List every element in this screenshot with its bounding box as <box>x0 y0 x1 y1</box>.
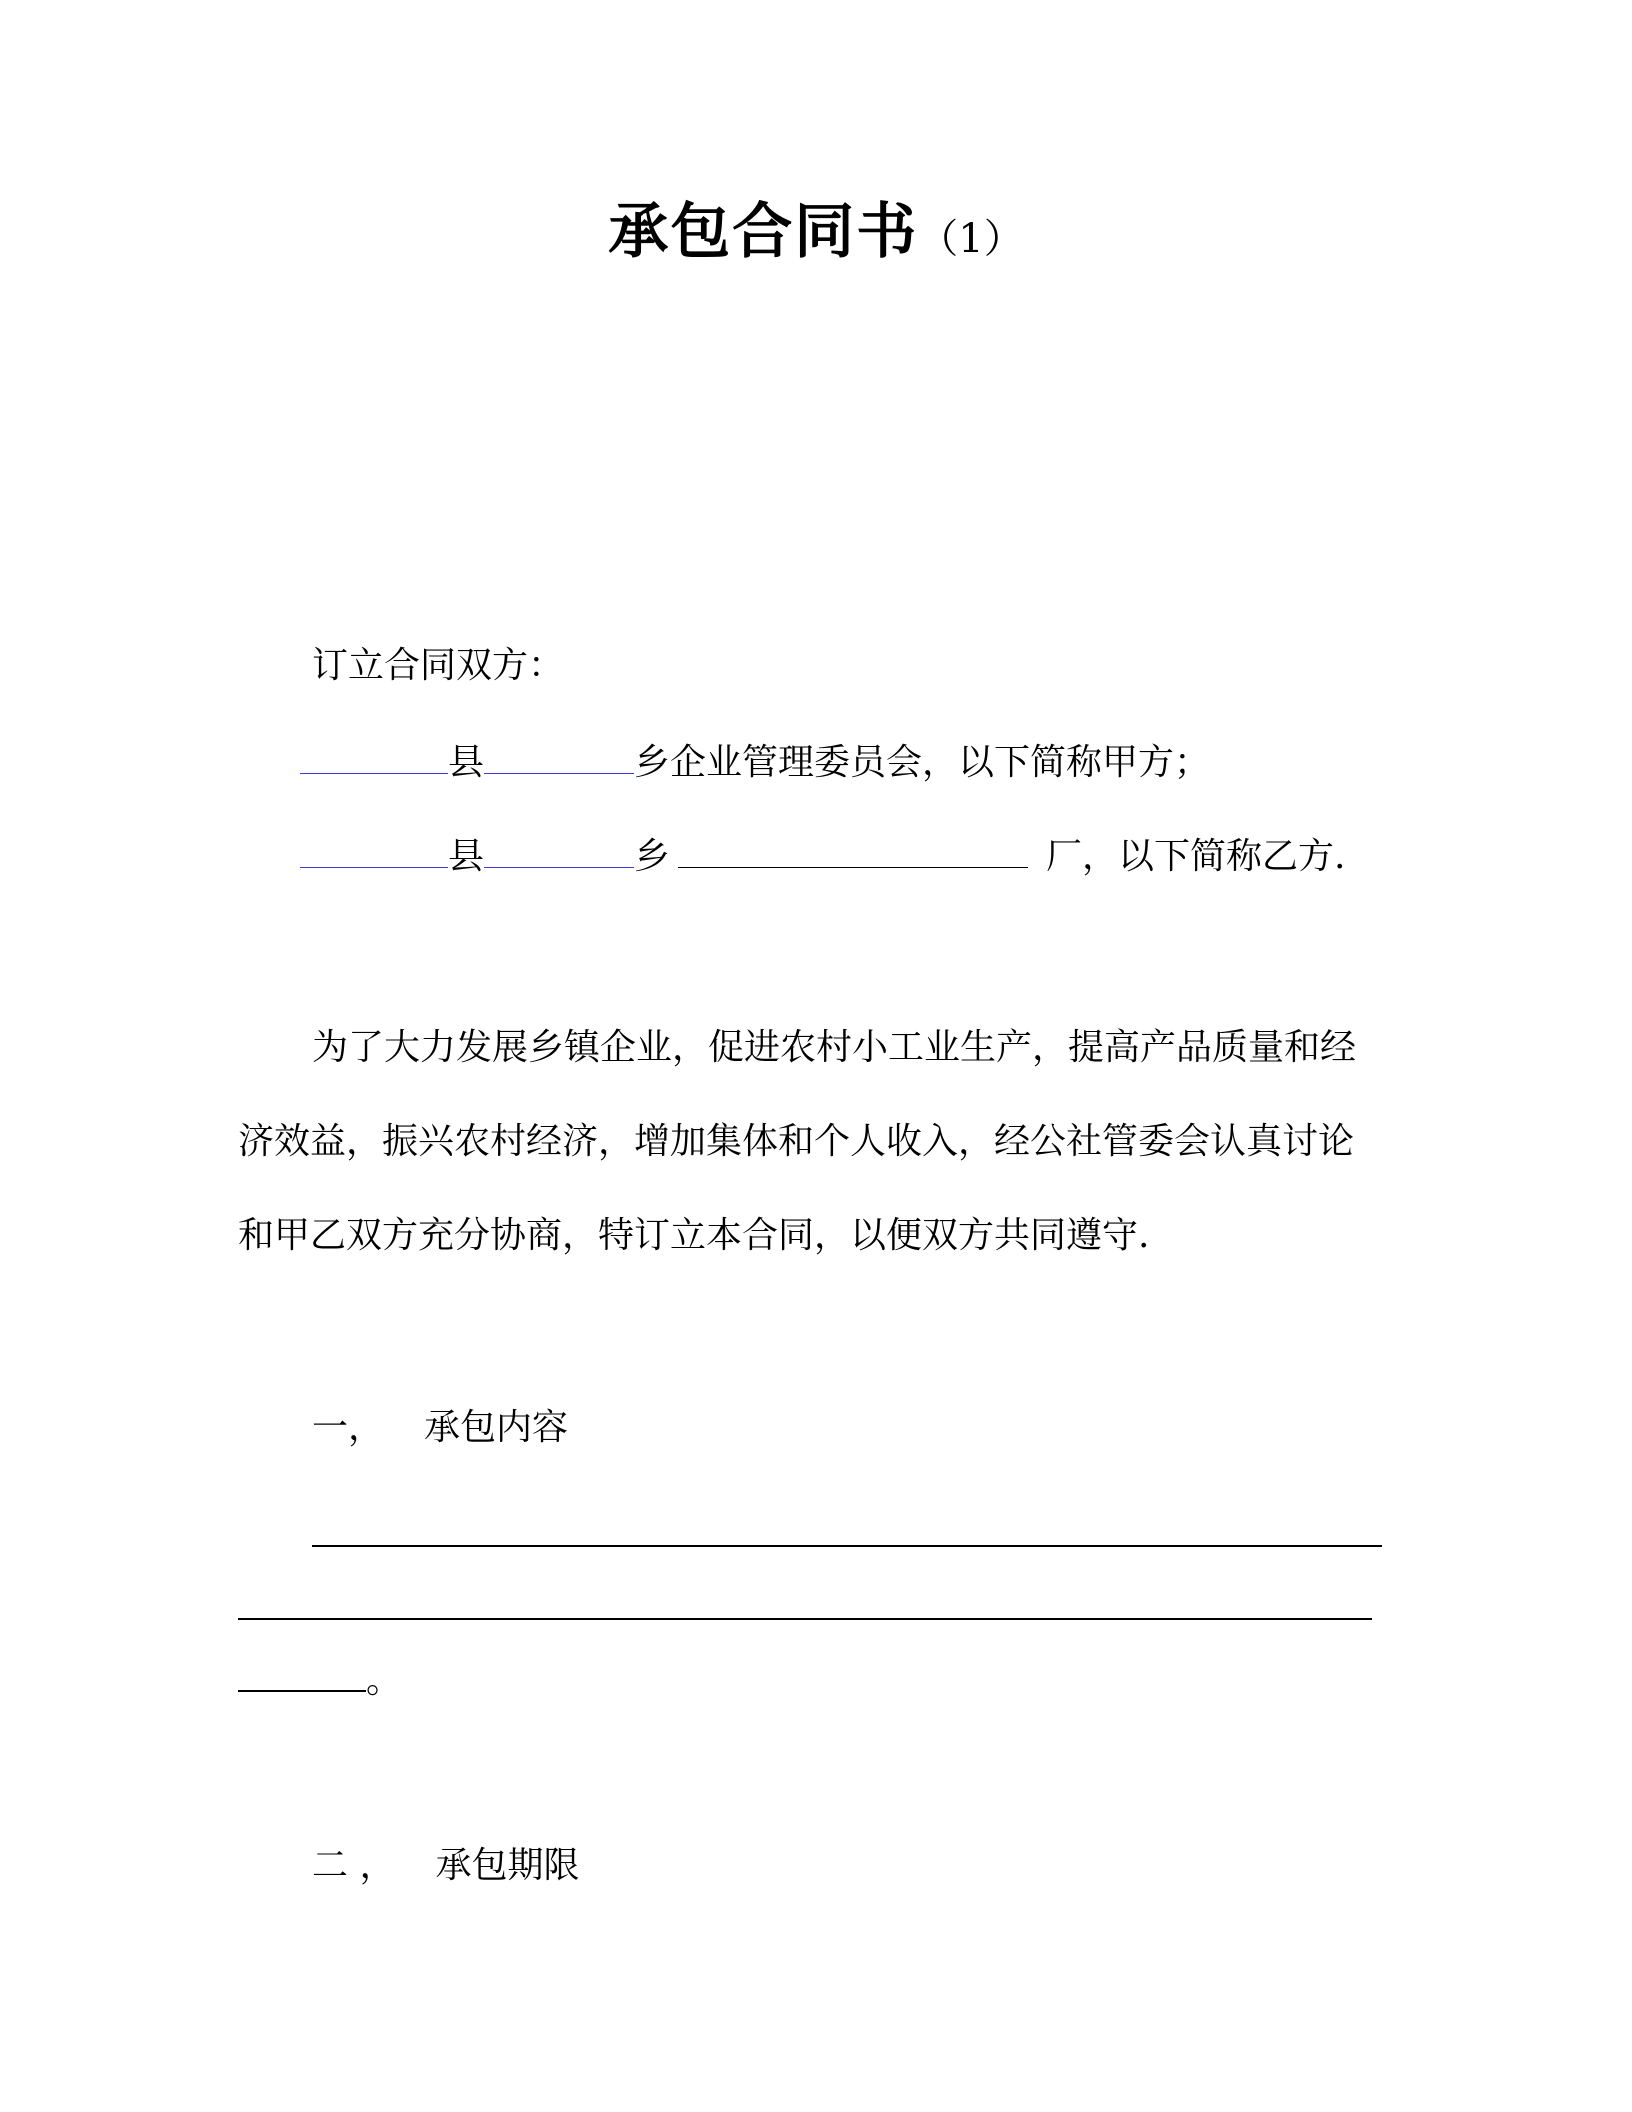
party-a-township-label: 乡企业管理委员会，以下简称甲方； <box>634 742 1211 783</box>
title-suffix: （1） <box>918 216 1024 262</box>
party-a-county-blank[interactable] <box>300 738 448 774</box>
preamble-line-3: 和甲乙双方充分协商，特订立本合同，以便双方共同遵守. <box>238 1215 1150 1256</box>
section-1-fill-blank[interactable] <box>238 1656 366 1692</box>
party-b-township-label: 乡 <box>634 836 671 877</box>
party-b-line <box>300 832 1345 881</box>
section-1-fill-line-1[interactable] <box>312 1545 1382 1547</box>
party-a-township-blank[interactable] <box>484 738 634 774</box>
section-1-end-mark: 。 <box>366 1660 403 1701</box>
party-a-line <box>300 738 1210 787</box>
section-2-title: 承包期限 <box>435 1845 580 1886</box>
section-2-number: 二 ， <box>312 1845 396 1886</box>
document-title <box>0 192 1632 287</box>
preamble-line-2: 济效益，振兴农村经济，增加集体和个人收入，经公社管委会认真讨论 <box>238 1121 1355 1162</box>
section-1-fill-line-3 <box>238 1656 402 1705</box>
section-1-title: 承包内容 <box>424 1407 569 1448</box>
section-2-heading <box>312 1842 579 1890</box>
section-1-number: 一， <box>312 1407 385 1448</box>
party-b-township-blank[interactable] <box>484 832 634 868</box>
party-b-factory-blank[interactable] <box>678 832 1028 868</box>
party-b-county-label: 县 <box>448 836 485 877</box>
parties-intro: 订立合同双方： <box>312 645 565 686</box>
section-1-fill-line-2[interactable] <box>238 1618 1372 1620</box>
preamble-line-1: 为了大力发展乡镇企业，促进农村小工业生产，提高产品质量和经 <box>312 1027 1357 1068</box>
section-1-heading <box>312 1404 568 1452</box>
party-b-county-blank[interactable] <box>300 832 448 868</box>
party-b-factory-label: 厂，以下简称乙方. <box>1046 836 1346 877</box>
title-main: 承包合同书 <box>608 197 919 267</box>
party-a-county-label: 县 <box>448 742 485 783</box>
